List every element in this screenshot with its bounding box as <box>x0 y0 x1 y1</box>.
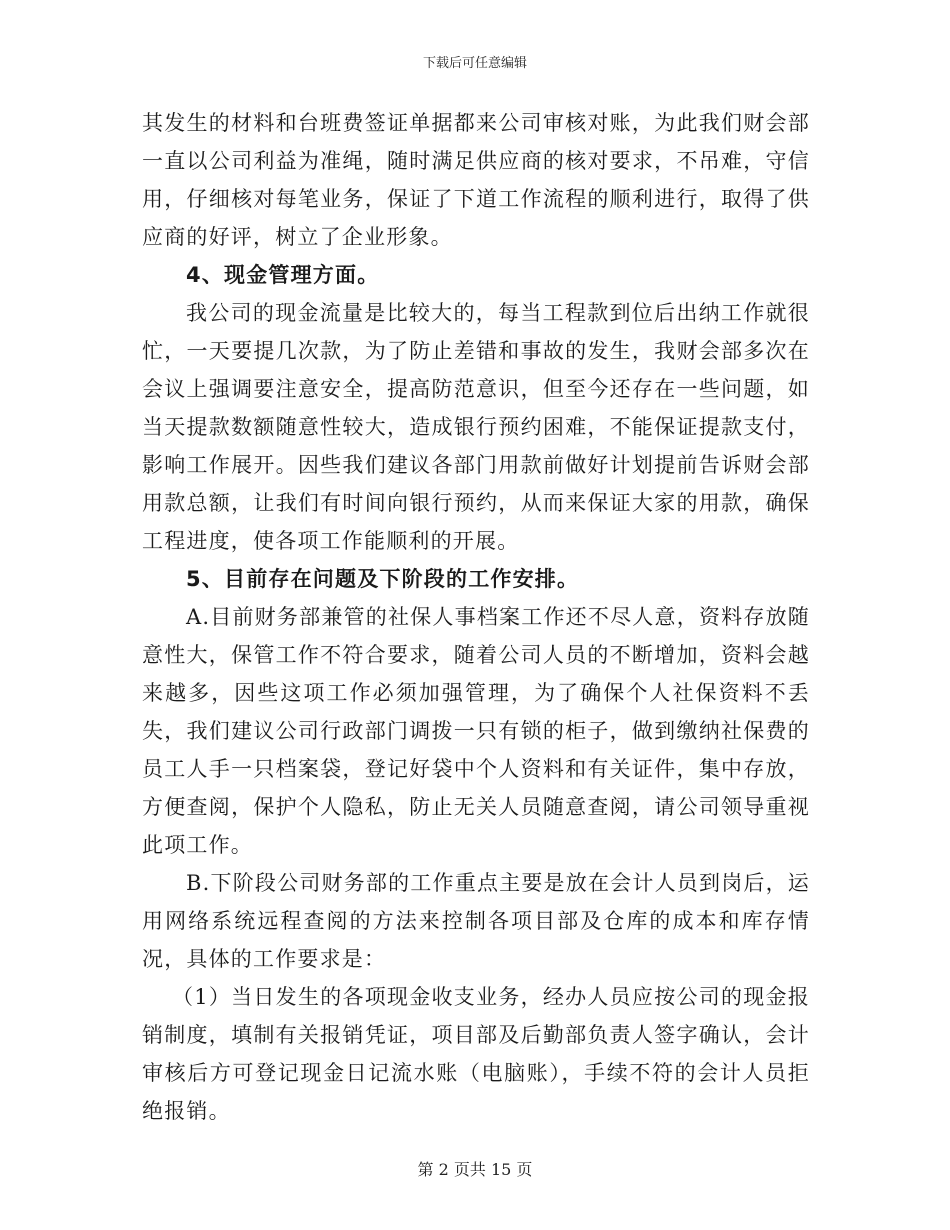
section-heading-issues-and-plan: 5、目前存在问题及下阶段的工作安排。 <box>186 567 580 591</box>
page-header: 下载后可任意编辑 <box>422 56 527 71</box>
paragraph-cash-flow: 我公司的现金流量是比较大的，每当工程款到位后出纳工作就很忙，一天要提几次款，为了防止差错和事故的发生，我财会部多次在会议上强调要注意安全，提高防范意识，但至今还存在一些问题，如当天提款数额随意性较大，造成银行预约困难，不能保证提款支付，影响工作展开。因些我们建议各部门用款前做好计划提前告诉财会部用款总额，让我们有时间向银行预约，从而来保证大家的用款，确保工程进度，使各项工作能顺利的开展。 <box>142 301 810 553</box>
paragraph-subitem-1: （1）当日发生的各项现金收支业务，经办人员应按公司的现金报销制度，填制有关报销凭证，项目部及后勤部负责人签字确认，会计审核后方可登记现金日记流水账（电脑账），手续不符的会计人员拒绝报销。 <box>142 985 810 1123</box>
document-body <box>142 104 810 1130</box>
paragraph-item-b: B.下阶段公司财务部的工作重点主要是放在会计人员到岗后，运用网络系统远程查阅的方法来控制各项目部及仓库的成本和库存情况，具体的工作要求是： <box>142 871 810 971</box>
paragraph-item-a: A.目前财务部兼管的社保人事档案工作还不尽人意，资料存放随意性大，保管工作不符合要求，随着公司人员的不断增加，资料会越来越多，因些这项工作必须加强管理，为了确保个人社保资料不丢失，我们建议公司行政部门调拨一只有锁的柜子，做到缴纳社保费的员工人手一只档案袋，登记好袋中个人资料和有关证件，集中存放，方便查阅，保护个人隐私，防止无关人员随意查阅，请公司领导重视此项工作。 <box>142 605 810 857</box>
page-footer: 第 2 页共 15 页 <box>417 1160 533 1179</box>
paragraph-continuation: 其发生的材料和台班费签证单据都来公司审核对账，为此我们财会部一直以公司利益为准绳，随时满足供应商的核对要求，不吊难，守信用，仔细核对每笔业务，保证了下道工作流程的顺利进行，取得了供应商的好评，树立了企业形象。 <box>142 111 810 249</box>
section-heading-cash-management: 4、现金管理方面。 <box>186 263 380 287</box>
